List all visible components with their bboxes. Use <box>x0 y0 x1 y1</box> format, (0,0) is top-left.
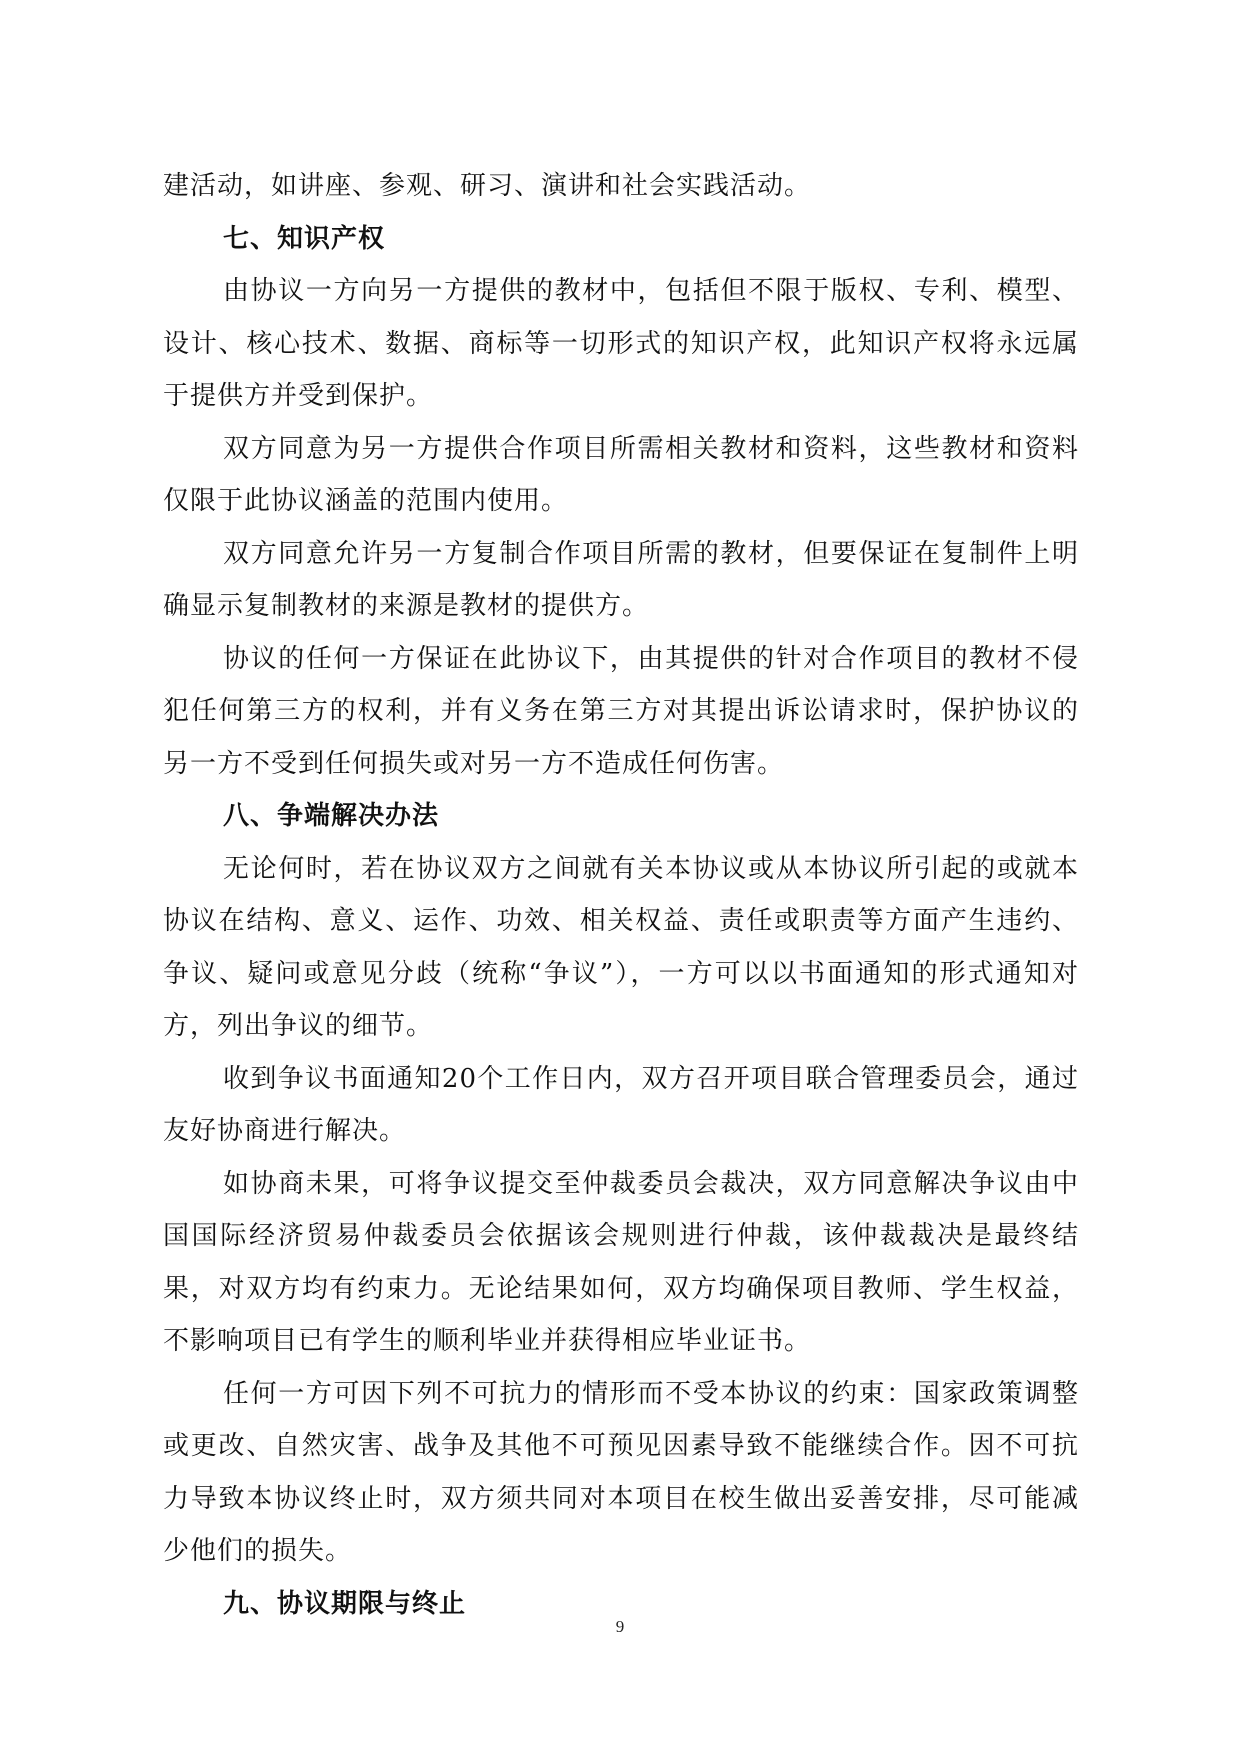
paragraph-arbitration: 如协商未果，可将争议提交至仲裁委员会裁决，双方同意解决争议由中国国际经济贸易仲裁委员会依据该会规则进行仲裁，该仲裁裁决是最终结果，对双方均有约束力。无论结果如何，双方均确保项目教师、学生权益，不影响项目已有学生的顺利毕业并获得相应毕业证书。 <box>163 1168 1079 1356</box>
paragraph-materials-copy: 双方同意允许另一方复制合作项目所需的教材，但要保证在复制件上明确显示复制教材的来源是教材的提供方。 <box>163 538 1079 621</box>
page-body <box>163 160 1079 1630</box>
paragraph-dispute-negotiation: 收到争议书面通知20个工作日内，双方召开项目联合管理委员会，通过友好协商进行解决。 <box>163 1063 1079 1146</box>
paragraph-ip-ownership: 由协议一方向另一方提供的教材中，包括但不限于版权、专利、模型、设计、核心技术、数据、商标等一切形式的知识产权，此知识产权将永远属于提供方并受到保护。 <box>163 276 1079 411</box>
paragraph-dispute-notice: 无论何时，若在协议双方之间就有关本协议或从本协议所引起的或就本协议在结构、意义、运作、功效、相关权益、责任或职责等方面产生违约、争议、疑问或意见分歧（统称“争议”），一方可以以书面通知的形式通知对方，列出争议的细节。 <box>163 853 1079 1041</box>
section-heading-7: 七、知识产权 <box>223 223 386 254</box>
page-number: 9 <box>615 1617 625 1636</box>
paragraph-continuation: 建活动，如讲座、参观、研习、演讲和社会实践活动。 <box>163 171 812 201</box>
paragraph-materials-use: 双方同意为另一方提供合作项目所需相关教材和资料，这些教材和资料仅限于此协议涵盖的范围内使用。 <box>163 433 1079 516</box>
section-heading-9: 九、协议期限与终止 <box>223 1588 467 1619</box>
section-heading-8: 八、争端解决办法 <box>223 801 440 831</box>
paragraph-force-majeure: 任何一方可因下列不可抗力的情形而不受本协议的约束：国家政策调整或更改、自然灾害、战争及其他不可预见因素导致不能继续合作。因不可抗力导致本协议终止时，双方须共同对本项目在校生做出妥善安排，尽可能减少他们的损失。 <box>163 1378 1079 1566</box>
paragraph-third-party-rights: 协议的任何一方保证在此协议下，由其提供的针对合作项目的教材不侵犯任何第三方的权利，并有义务在第三方对其提出诉讼请求时，保护协议的另一方不受到任何损失或对另一方不造成任何伤害。 <box>163 643 1079 779</box>
